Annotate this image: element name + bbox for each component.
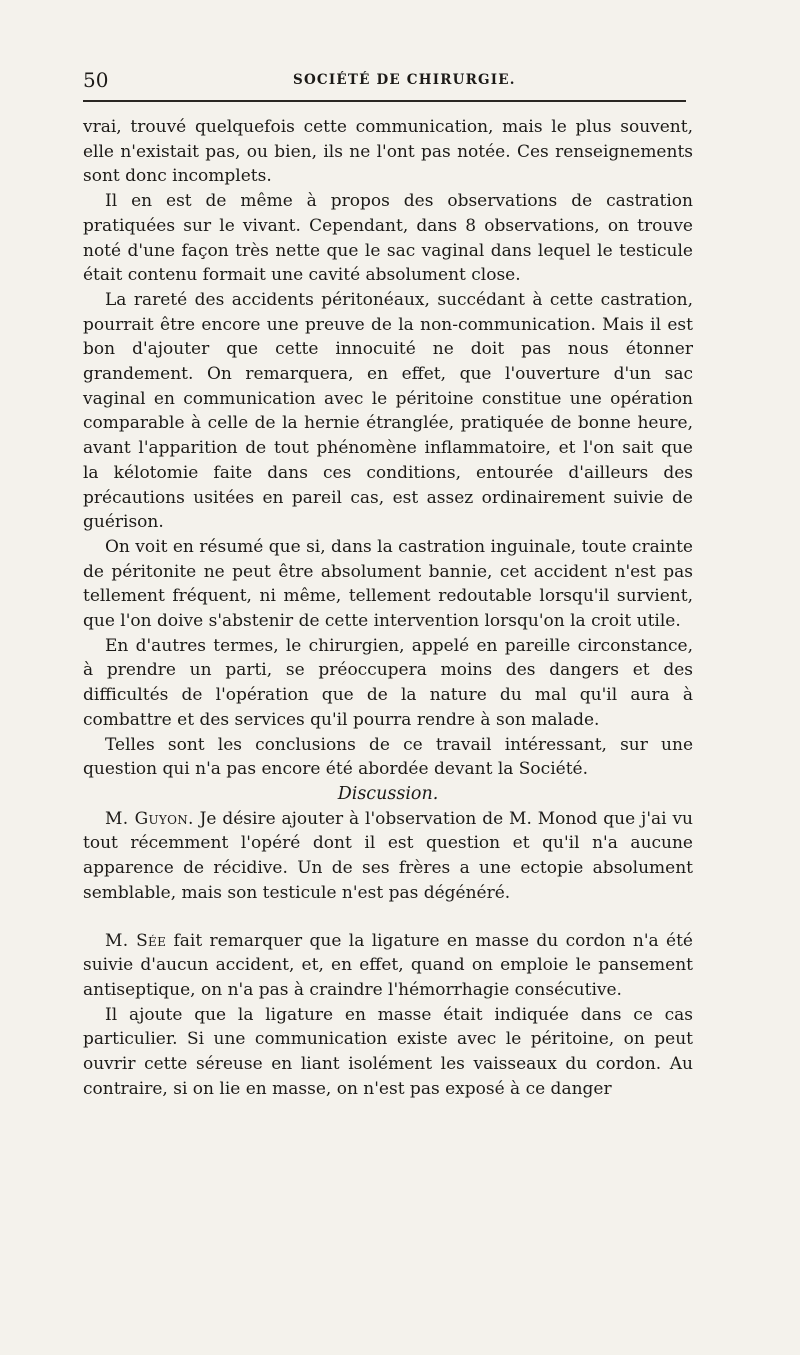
see-paragraph-2: Il ajoute que la ligature en masse était indiquée dans ce cas particulier. Si une communication existe avec le péritoine, on peut ouvrir cette séreuse en liant isolément les vaisseaux du cordon. Au contraire, si on lie en masse, on n'est pas exposé à ce danger xyxy=(83,1004,693,1099)
discussion-heading: Discussion. xyxy=(337,783,439,804)
paragraph-4: On voit en résumé que si, dans la castration inguinale, toute crainte de péritonite ne peut être absolument bannie, cet accident n'est pas tellement fréquent, ni même, tellement redoutable lorsqu'il survient, que l'on doive s'abstenir de cette intervention lorsqu'on la croit utile. xyxy=(83,536,693,632)
see-remark: fait remarquer que la ligature en masse du cordon n'a été suivie d'aucun accident, et, en effet, quand on emploie le pansement antiseptique, on n'a pas à craindre l'hémorrhagie consécutive. xyxy=(83,930,693,1000)
speaker-see: M. Sée xyxy=(105,930,167,951)
paragraph-gap xyxy=(83,906,693,929)
speaker-guyon: M. Guyon. xyxy=(105,808,194,829)
page-header xyxy=(83,68,686,96)
paragraph-5: En d'autres termes, le chirurgien, appelé en pareille circonstance, à prendre un parti, se préoccupera moins des dangers et des difficultés de l'opération que de la nature du mal qu'il aura à combattre et des services qu'il pourra rendre à son malade. xyxy=(83,635,693,730)
paragraph-6: Telles sont les conclusions de ce travail intéressant, sur une question qui n'a pas encore été abordée devant la Société. xyxy=(83,734,693,780)
guyon-remark: Je désire ajouter à l'observation de M. Monod que j'ai vu tout récemment l'opéré dont il est question et qu'il n'a aucune apparence de récidive. Un de ses frères a une ectopie absolument semblable, mais son testicule n'est pas dégénéré. xyxy=(83,808,693,903)
header-rule xyxy=(83,100,686,102)
running-title: SOCIÉTÉ DE CHIRURGIE. xyxy=(293,72,516,88)
paragraph-1: vrai, trouvé quelquefois cette communication, mais le plus souvent, elle n'existait pas, ou bien, ils ne l'ont pas notée. Ces renseignements sont donc incomplets. xyxy=(83,117,693,187)
see-paragraph xyxy=(83,929,693,1003)
paragraph-3: La rareté des accidents péritonéaux, succédant à cette castration, pourrait être encore une preuve de la non-communication. Mais il est bon d'ajouter que cette innocuité ne doit pas nous étonner grandement. On remarquera, en effet, que l'ouverture d'un sac vaginal en communication avec le péritoine constitue une opération comparable à celle de la hernie étranglée, pratiquée de bonne heure, avant l'apparition de tout phénomène inflammatoire, et l'on sait que la kélotomie faite dans ces conditions, entourée d'ailleurs des précautions usitées en pareil cas, est assez ordinairement suivie de guérison. xyxy=(83,289,693,533)
guyon-paragraph xyxy=(83,807,693,906)
body-text xyxy=(83,115,693,1101)
page-number: 50 xyxy=(83,68,109,92)
paragraph-2: Il en est de même à propos des observations de castration pratiquées sur le vivant. Cependant, dans 8 observations, on trouve noté d'une façon très nette que le sac vaginal dans lequel le testicule était contenu formait une cavité absolument close. xyxy=(83,191,693,286)
